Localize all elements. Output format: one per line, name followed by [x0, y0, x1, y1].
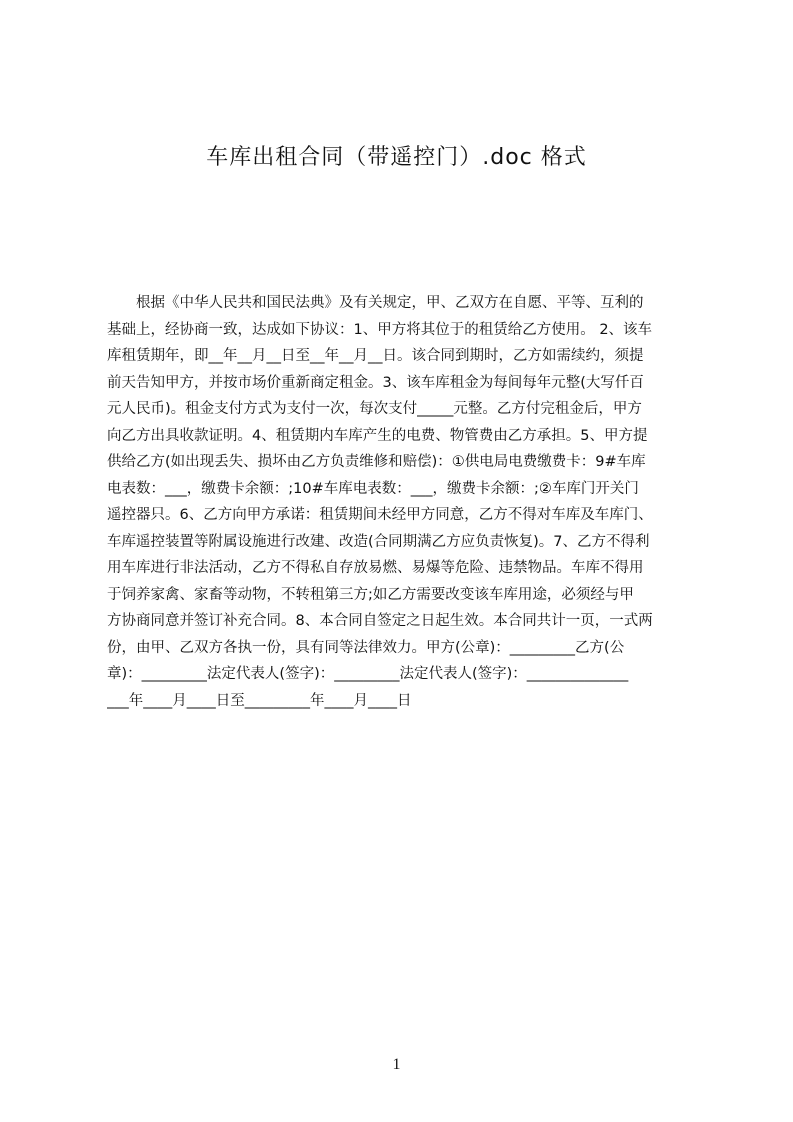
body-line: 元人民币)。租金支付方式为支付一次，每次支付_____元整。乙方付完租金后，甲方	[107, 401, 642, 417]
body-line: 基础上，经协商一致，达成如下协议：1、甲方将其位于的租赁给乙方使用。 2、该车	[107, 321, 653, 338]
body-line: 前天告知甲方，并按市场价重新商定租金。3、该车库租金为每间每年元整(大写仟百	[107, 374, 644, 391]
body-line: 根据《中华人民共和国民法典》及有关规定，甲、乙双方在自愿、平等、互利的	[107, 295, 644, 311]
body-line: ___年____月____日至_________年____月____日	[107, 692, 412, 709]
body-line: 方协商同意并签订补充合同。8、本合同自签定之日起生效。本合同共计一页，一式两	[107, 613, 653, 629]
body-line: 供给乙方(如出现丢失、损坏由乙方负责维修和赔偿)：①供电局电费缴费卡：9#车库	[107, 454, 646, 470]
body-line: 遥控器只。6、乙方向甲方承诺：租赁期间未经甲方同意，乙方不得对车库及车库门、	[107, 507, 653, 523]
body-line: 用车库进行非法活动，乙方不得私自存放易燃、易爆等危险、违禁物品。车库不得用	[107, 560, 644, 576]
document-title: 车库出租合同（带遥控门）.doc 格式	[206, 145, 587, 170]
body-line: 份，由甲、乙双方各执一份，具有同等法律效力。甲方(公章)：_________乙方(公	[107, 639, 625, 656]
contract-body	[107, 290, 698, 714]
body-line: 库租赁期年，即__年__月__日至__年__月__日。该合同到期时，乙方如需续约，须提	[107, 348, 644, 364]
body-line: 向乙方出具收款证明。4、租赁期内车库产生的电费、物管费由乙方承担。5、甲方提	[107, 427, 648, 444]
body-line: 电表数：___，缴费卡余额：;10#车库电表数：___，缴费卡余额：;②车库门开关门	[107, 480, 639, 497]
body-line: 车库遥控装置等附属设施进行改建、改造(合同期满乙方应负责恢复)。7、乙方不得利	[107, 533, 650, 550]
body-line: 于饲养家禽、家畜等动物，不转租第三方;如乙方需要改变该车库用途，必须经与甲	[107, 586, 634, 603]
body-line: 章)：_________法定代表人(签字)：_________法定代表人(签字)：______________	[107, 666, 629, 682]
page-number: 1	[392, 1056, 401, 1073]
